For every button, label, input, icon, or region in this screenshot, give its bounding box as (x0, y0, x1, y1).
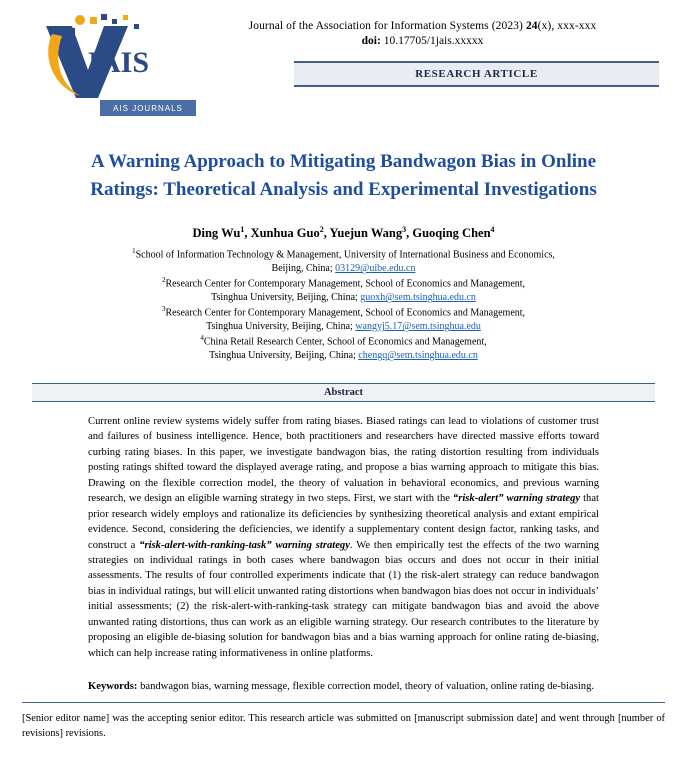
abstract-heading (32, 383, 655, 402)
author-name: Xunhua Guo (250, 226, 320, 241)
journal-logo (28, 12, 178, 108)
affiliation-marker: 1 (132, 247, 136, 256)
ribbon-label: AIS JOURNALS (113, 103, 183, 113)
journal-citation-prefix: Journal of the Association for Information Systems (2023) (248, 20, 526, 32)
author-email-link[interactable]: guoxh@sem.tsinghua.edu.cn (360, 292, 476, 304)
author-email-link[interactable]: 03129@uibe.edu.cn (335, 263, 416, 275)
abstract-emphasis-1: “risk-alert” warning strategy (452, 493, 581, 505)
affiliation-marker: 4 (200, 334, 204, 343)
journal-citation-suffix: (x), xxx-xxx (537, 20, 597, 32)
affiliation-line1: Research Center for Contemporary Management, School of Economics and Management, (165, 278, 526, 290)
author-name: Ding Wu (192, 226, 241, 241)
abstract-body (88, 414, 599, 661)
affiliation-item (10, 305, 677, 334)
abstract-heading-label: Abstract (323, 386, 364, 398)
article-type-label: RESEARCH ARTICLE (415, 68, 538, 80)
keywords-label: Keywords: (88, 681, 138, 693)
title-block (10, 148, 677, 203)
jais-logo-svg (28, 12, 168, 102)
abstract-part-2: that prior research widely employs and rationalize its deficiencies by synthesizing theoretical analysis and extant empirical evidence. Second, considering the deficiencies, we identify a supplementary content design factor, ranking tasks, and construct a (88, 493, 599, 551)
header-right (178, 12, 659, 87)
author-email-link[interactable]: wangyj5.17@sem.tsinghua.edu (355, 321, 481, 333)
author-name: Yuejun Wang (329, 226, 403, 241)
affiliation-marker: 2 (161, 276, 166, 285)
keywords-line (88, 679, 599, 694)
editor-footnote-text: [Senior editor name] was the accepting senior editor. This research article was submitted on [manuscript submission date] and went through [number of revisions] revisions. (22, 712, 665, 739)
editor-footnote (22, 702, 665, 741)
author-email-link[interactable]: chengq@sem.tsinghua.edu.cn (358, 350, 478, 362)
journal-volume: 24 (525, 20, 538, 32)
page-title: A Warning Approach to Mitigating Bandwagon Bias in Online Ratings: Theoretical Analysis and Experimental Investigations (90, 151, 597, 200)
abstract-emphasis-2: “risk-alert-with-ranking-task” warning strategy (139, 539, 350, 551)
ais-journals-ribbon (100, 100, 196, 116)
authors-line: Ding Wu$^1$, Xunhua Guo$^2$, Yuejun Wang$^3$, Guoqing Chen$^4$ (192, 225, 495, 241)
doi-line (186, 35, 659, 47)
doi-label: doi: (361, 35, 381, 47)
affiliation-marker: 3 (161, 305, 166, 314)
affiliations-block (10, 247, 677, 363)
author-affil-marker: 3 (402, 225, 407, 235)
affiliation-line1: Research Center for Contemporary Management, School of Economics and Management, (165, 307, 526, 319)
author-affil-marker: 1 (240, 225, 245, 235)
journal-citation (186, 20, 659, 32)
affiliation-item (10, 247, 677, 276)
article-type-banner (294, 61, 659, 87)
jais-logo-mark (28, 12, 168, 98)
affiliation-item (10, 334, 677, 363)
author-affil-marker: 2 (319, 225, 324, 235)
affiliation-line1: School of Information Technology & Management, University of International Business and Economics, (135, 249, 555, 261)
doi-value: 10.17705/1jais.xxxxx (380, 35, 484, 47)
affiliation-line2: Beijing, China; (271, 263, 336, 275)
author-name: Guoqing Chen (412, 226, 491, 241)
keywords-text: bandwagon bias, warning message, flexible correction model, theory of valuation, online rating de-biasing. (137, 681, 595, 693)
author-affil-marker: 4 (490, 225, 495, 235)
affiliation-line2: Tsinghua University, Beijing, China; (206, 321, 356, 333)
affiliation-item (10, 276, 677, 305)
page-header (10, 8, 677, 104)
affiliation-line2: Tsinghua University, Beijing, China; (209, 350, 359, 362)
affiliation-line2: Tsinghua University, Beijing, China; (211, 292, 361, 304)
jais-wordmark: JAIS (84, 46, 150, 79)
affiliation-line1: China Retail Research Center, School of Economics and Management, (203, 336, 487, 348)
abstract-part-3: . We then empirically test the effects of the two warning strategies on individual ratings in both cases where bandwagon bias occurs and does not occur in their initial assessments. The results of four controlled experiments indicate that (1) the risk-alert strategy can reduce bandwagon bias in individual ratings, but will elicit unwanted rating distortions when bandwagon bias does not occur in individuals’ initial assessments; (2) the risk-alert-with-ranking-task strategy can mitigate bandwagon bias and avoid the above unwanted rating distortions, thus can work as an eligible warning strategy. Our research contributes to the literature by proposing an eligible de-biasing solution for bandwagon bias and a bias warning approach for online rating de-biasing, which can help increase rating informativeness in online platforms. (88, 539, 599, 659)
abstract-part-1: Current online review systems widely suffer from rating biases. Biased ratings can lead to violations of customer trust and failures of business intelligence. Hence, both practitioners and researchers have directed massive efforts toward curbing rating biases. In this paper, we investigate bandwagon bias, the rating distortion resulting from individuals posting ratings shifted toward the displayed average rating, and propose a bias warning approach to mitigate this bias. Drawing on the flexible correction model, the theory of valuation in behavioral economics, and previous warning research, we design an eligible warning strategy in two steps. First, we start with the (88, 415, 599, 505)
